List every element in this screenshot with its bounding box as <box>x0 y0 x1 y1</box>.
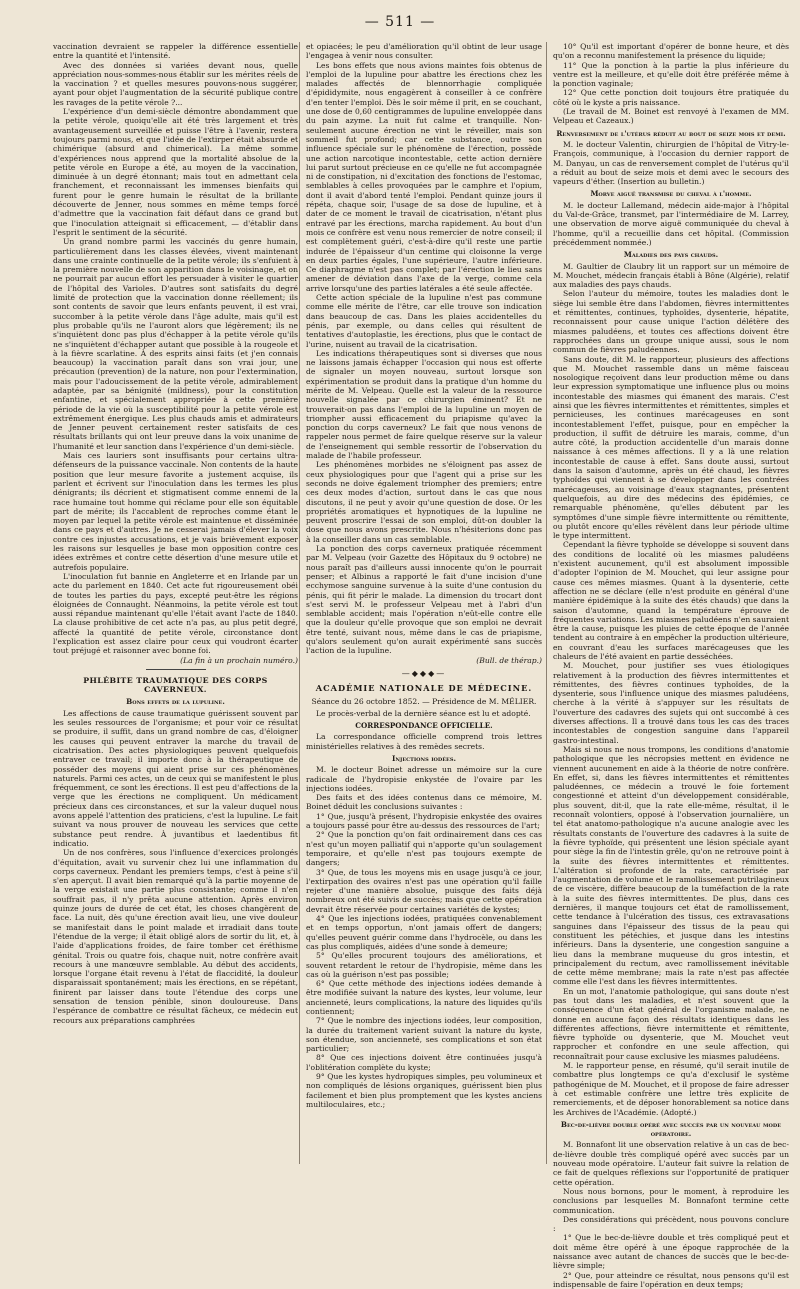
list-item: 4° Que les injections iodées, pratiquées convenablement et en temps opportun, n'ont jamais offert de dangers; qu'elles peuvent guérir comme dans l'hydrocèle, ou dans les cas plus compliqués, aidées d'une sonde à demeure; <box>306 914 542 951</box>
to-be-continued-note: (La fin à un prochain numéro.) <box>180 655 298 665</box>
paragraph: M. le docteur Boinet adresse un mémoire sur la cure radicale de l'hydropisie enkystée de l'ovaire par les injections iodées. <box>306 765 542 793</box>
paragraph: Les affections de cause traumatique guérissent souvent par les seules ressources de l'organisme; et pour voir ce résultat se produire, il suffit, dans un grand nombre de cas, d'éloigner les causes qui peuvent entraver la marche du travail de cicatrisation. Des actes physiologiques peuvent quelquefois entraver ce travail; il importe donc à la thérapeutique de posséder des moyens qui aient prise sur ces phénomènes naturels. Parmi ces actes, un de ceux qui se manifestent le plus fréquemment, ce sont les érections. Il est peu d'affections de la verge que les érections ne compliquent. Un médicament précieux dans ces circonstances, et sur la valeur duquel nous avons appelé l'attention des praticiens, c'est la lupuline. Le fait suivant va nous prouver de nouveau les services que cette substance peut rendre. À juvantibus et laedentibus fit indicatio. <box>53 708 298 848</box>
list-item: 2° Que la ponction qu'on fait ordinairement dans ces cas n'est qu'un moyen palliatif qui n'apporte qu'un soulagement temporaire, et qu'elle n'est pas toujours exempte de dangers; <box>306 830 542 868</box>
paragraph: M. le docteur Valentin, chirurgien de l'hôpital de Vitry-le-François, communique, à l'occasion du dernier rapport de M. Danyau, un cas de renversement complet de l'utérus qu'il a réduit au bout de seize mois et demi avec le secours des vapeurs d'éther. (Insertion au bulletin.) <box>553 139 789 187</box>
paragraph: M. le docteur Lallemand, médecin aide-major à l'hôpital du Val-de-Grâce, transmet, par l'intermédiaire de M. Larrey, une observation de morve aiguë communiquée du cheval à l'homme, qu'il a recueillie dans cet hôpital. (Commission précédemment nommée.) <box>553 200 789 247</box>
section-heading: Renversement de l'utérus réduit au bout de seize mois et demi. <box>556 128 786 138</box>
paragraph: M. Gaultier de Claubry lit un rapport sur un mémoire de M. Mouchet, médecin français établi à Bône (Algérie), relatif aux maladies des pays chauds. <box>553 261 789 290</box>
section-divider <box>146 669 206 670</box>
paragraph: Mais si nous ne nous trompons, les conditions d'anatomie pathologique que les nécropsies mettent en évidence ne viennent aucunement en aide à la théorie de notre confrère. En effet, si, dans les fièvres intermittentes et rémittentes paludéennes, ce médecin a trouvé le foie fortement congestionné et atteint d'un développement considérable, plus souvent, dit-il, que la rate elle-même, résultat, il le reconnaît volontiers, opposé à l'observation journalière, un tel état anatomo-pathologique n'a aucune analogie avec les résultats constants de l'ouverture des cadavres à la suite de la fièvre typhoïde, qui présentent une lésion spéciale ayant pour siège la fin de l'intestin grêle, qu'on ne retrouve point à la suite des fièvres intermittentes et rémittentes. L'altération si profonde de la rate, caractérisée par l'augmentation de volume et le ramollissement putrilagineux de ce viscère, diffère beaucoup de la tuméfaction de la rate à la suite des fièvres intermittentes. De plus, dans ces dernières, il manque toujours cet état de ramollissement, cette tendance à l'ulcération des tissus, ces extravasations sanguines dans l'épaisseur des tissus de la peau qui constituent les pétéchies, et jusque dans les intestins inférieurs. Dans la dysenterie, une congestion sanguine a lieu dans la membrane muqueuse du gros intestin, et principalement du rectum, avec ramollissement inévitable de cette même membrane; mais la rate n'est pas affectée comme elle l'est dans les fièvres intermittentes. <box>553 744 789 987</box>
list-item: 10° Qu'il est important d'opérer de bonne heure, et dès qu'on a reconnu manifestement la présence du liquide; <box>553 42 789 61</box>
paragraph: La ponction des corps caverneux pratiquée récemment par M. Velpeau (voir Gazette des Hôpitaux du 9 octobre) ne nous paraît pas d'ailleurs aussi innocente qu'on le pourrait penser; et Albinus a rapporté le fait d'une incision d'une ecchymose sanguine survenue à la suite d'une contusion du pénis, qui fit périr le malade. La dimension du trocart dont s'est servi M. le professeur Velpeau met à l'abri d'un semblable accident; mais l'opération n'eût-elle contre elle que la douleur qu'elle provoque que son emploi ne devrait être tenté, suivant nous, même dans le cas de priapisme, qu'alors seulement qu'on aurait expérimenté sans succès l'action de la lupuline. <box>306 544 542 656</box>
paragraph: Selon l'auteur du mémoire, toutes les maladies dont le siège lui semble être dans l'abdomen, fièvres intermittentes et rémittentes, continues, typhoïdes, dysenterie, hépatite, reconnaissent pour cause unique l'action délétère des miasmes paludéens, et toutes ces affections doivent être rapprochées dans un groupe unique aussi, sous le nom commun de fièvres paludéennes. <box>553 289 789 355</box>
list-item: 12° Que cette ponction doit toujours être pratiquée du côté où le kyste a pris naissance. <box>553 88 789 107</box>
paragraph: (Le travail de M. Boinet est renvoyé à l'examen de MM. Velpeau et Cazeaux.) <box>553 107 789 126</box>
paragraph: Les indications thérapeutiques sont si diverses que nous ne laissons jamais échapper l'occasion qui nous est offerte de signaler un moyen nouveau, surtout lorsque son expérimentation se produit dans la pratique d'un homme du mérite de M. Velpeau. Quelle est la valeur de la ressource nouvelle signalée par ce chirurgien éminent? Et ne trouverait-on pas dans l'emploi de la lupuline un moyen de triompher aussi efficacement du priapisme qu'avec la ponction du corps caverneux? Le fait que nous venons de rappeler nous permet de faire quelque réserve sur la valeur de l'enseignement qui semble ressortir de l'observation du malade de l'habile professeur. <box>306 348 542 461</box>
section-heading: Bec-de-lièvre double opéré avec succès par un nouveau mode opératoire. <box>560 1119 782 1139</box>
paragraph: vaccination devraient se rappeler la différence essentielle entre la quantité et l'intensité. <box>53 42 298 61</box>
list-item: 9° Que les kystes hydropiques simples, peu volumineux et non compliqués de lésions organiques, guérissent bien plus facilement et bien plus promptement que les kystes anciens multiloculaires, etc.; <box>306 1072 542 1109</box>
column-2 <box>299 42 542 1164</box>
paragraph: M. le rapporteur pense, en résumé, qu'il serait inutile de combattre plus longtemps ce qu'a d'exclusif le système pathogénique de M. Mouchet, et il propose de faire adresser à cet estimable confrère une lettre très explicite de remerciements, et de déposer honorablement sa notice dans les Archives de l'Académie. (Adopté.) <box>553 1061 789 1117</box>
article-subheading: Bons effets de la lupuline. <box>126 697 225 707</box>
sitting-line: Séance du 26 octobre 1852. — Présidence de M. MÉLIER. <box>311 697 537 707</box>
paragraph: La correspondance officielle comprend trois lettres ministérielles relatives à des remèdes secrets. <box>306 732 542 751</box>
paragraph: Cette action spéciale de la lupuline n'est pas commune comme elle mérite de l'être, car elle trouve son indication dans beaucoup de cas. Dans les plaies accidentelles du pénis, par exemple, ou dans celles qui résultent de tentatives d'autoplastie, les érections, plus que le contact de l'urine, nuisent au travail de la cicatrisation. <box>306 293 542 349</box>
injections-heading: Injections iodées. <box>392 753 456 763</box>
section-heading: Morve aiguë transmise du cheval à l'homme. <box>590 189 752 199</box>
paragraph: M. Mouchet, pour justifier ses vues étiologiques relativement à la production des fièvres intermittentes et rémittentes, des fièvres continues typhoïdes, de la dysenterie, sous l'influence unique des miasmes paludéens, cherche à la vérité à s'appuyer sur les résultats de l'ouverture des cadavres des sujets qui ont succombé à ces diverses affections. Il a trouvé dans tous les cas des traces incontestables de congestion sanguine dans l'appareil gastro-intestinal. <box>553 661 789 745</box>
paragraph: Les bons effets que nous avions maintes fois obtenus de l'emploi de la lupuline pour abattre les érections chez les malades affectés de blennorrhagie compliquée d'épididymite, nous engagèrent à conseiller à ce confrère d'en tenter l'emploi. Dès le soir même il prit, en se couchant, une dose de 0,60 centigrammes de lupuline enveloppée dans du pain azyme. La nuit fut calme et tranquille. Non-seulement aucune érection ne vint le réveiller, mais son sommeil fut profond; car cette substance, outre son influence spéciale sur le phénomène de l'érection, possède une action narcotique incontestable, cette action dernière lui parut surtout précieuse en ce qu'elle ne fut accompagnée ni de constipation, ni d'excitation des fonctions de l'estomac, semblables à celles provoquées par le camphre et l'opium, dont il avait d'abord tenté l'emploi. Pendant quinze jours il répéta, chaque soir, l'usage de sa dose de lupuline, et à dater de ce moment le travail de cicatrisation, n'étant plus entravé par les érections, marcha rapidement. Au bout d'un mois ce confrère est venu nous remercier de notre conseil; il est complètement guéri, c'est-à-dire qu'il reste une partie indurée de l'épaisseur d'un centime qui cloisonne la verge en deux parties égales, l'une supérieure, l'autre inférieure. Ce diaphragme n'est pas complet; par l'érection le lieu sans amener de déviation dans l'axe de la verge, comme cela arrive lorsqu'une des parties latérales a été seule affectée. <box>306 60 542 293</box>
column-3 <box>546 42 789 1289</box>
section-heading: Maladies des pays chauds. <box>623 250 719 260</box>
paragraph: L'inoculation fut bannie en Angleterre et en Irlande par un acte du parlement en 1840. Cet acte fut rigoureusement obéi de toutes les parties du pays, excepté peut-être les régions éloignées de Connaught. Néanmoins, la petite vérole est tout aussi répandue maintenant qu'elle l'était avant l'acte de 1840. La clause prohibitive de cet acte n'a pas, au plus petit degré, affecté la quantité de petite vérole, circonstance dont l'explication est assez claire pour ceux qui voudront écarter tout préjugé et raisonner avec bonne foi. <box>53 571 298 656</box>
paragraph: Nous nous bornons, pour le moment, à reproduire les conclusions par lesquelles M. Bonnafont termine cette communication. <box>553 1186 789 1215</box>
list-item: 2° Que, pour atteindre ce résultat, nous pensons qu'il est indispensable de faire l'opération en deux temps; <box>553 1270 789 1289</box>
list-item: 11° Que la ponction à la partie la plus inférieure du ventre est la meilleure, et qu'elle doit être préférée même à la ponction vaginale; <box>553 60 789 89</box>
list-item: 1° Que le bec-de-lièvre double et très compliqué peut et doit même être opéré à une époque rapprochée de la naissance avec autant de chances de succès que le bec-de-lièvre simple; <box>553 1233 789 1271</box>
source-citation: (Bull. de thérap.) <box>476 655 542 665</box>
paragraph: Le procès-verbal de la dernière séance est lu et adopté. <box>316 708 531 718</box>
list-item: 8° Que ces injections doivent être continuées jusqu'à l'oblitération complète du kyste; <box>306 1053 542 1072</box>
page-number: — 511 — <box>364 14 436 30</box>
article-heading: PHLÉBITE TRAUMATIQUE DES CORPS CAVERNEUX. <box>83 675 268 695</box>
ornament-divider: —◆◆◆— <box>401 668 447 678</box>
paragraph: Un de nos confrères, sous l'influence d'exercices prolongés d'équitation, avait vu survenir chez lui une inflammation du corps caverneux. Pendant les premiers temps, c'est à peine s'il s'en aperçut. Il avait bien remarqué qu'à la partie moyenne de la verge existait une partie plus consistante; comme il n'en souffrait pas, il n'y prêta aucune attention. Après environ quinze jours de durée de cet état, les choses changèrent de face. La nuit, dès qu'une érection avait lieu, une vive douleur se manifestait dans le point malade et irradiait dans toute l'étendue de la verge; il était obligé alors de sortir du lit, et, à l'aide d'applications froides, de faire tomber cet éréthisme génital. Trois ou quatre fois, chaque nuit, notre confrère avait recours à une manœuvre semblable. Au début des accidents, lorsque l'organe était revenu à l'état de flaccidité, la douleur disparaissait spontanément; mais les érections, en se répétant, finirent par laisser dans toute l'étendue des corps une sensation de tension pénible, sinon douloureuse. Dans l'espérance de combattre ce résultat fâcheux, ce médecin eut recours aux préparations camphrées <box>53 848 298 1025</box>
list-item: 6° Que cette méthode des injections iodées demande à être modifiée suivant la nature des kystes, leur volume, leur ancienneté, leurs complications, la nature des liquides qu'ils contiennent; <box>306 979 542 1016</box>
paragraph: Des considérations qui précèdent, nous pouvons conclure : <box>553 1214 789 1234</box>
paragraph: Mais ces lauriers sont insuffisants pour certains ultra-défenseurs de la puissance vaccinale. Non contents de la haute position que leur mesure favorite a justement acquise, ils parlent et écrivent sur l'inoculation dans les termes les plus dénigrants; ils décrient et stigmatisent comme ennemi de la race humaine tout homme qui réclame pour elle son équitable part de mérite; ils l'accablent de reproches comme étant le moyen par lequel la petite vérole est maintenue et disséminée dans ce pays et d'autres. Je ne cesserai jamais d'élever la voix contre ces injustes accusations, et je vais brièvement exposer les raisons sur lesquelles je base mon opposition contre ces idées extrêmes et contre cette désertion d'une mesure utile et autrefois populaire. <box>53 451 298 572</box>
list-item: 5° Qu'elles procurent toujours des améliorations, et souvent retardent le retour de l'hydropisie, même dans les cas où la guérison n'est pas possible; <box>306 951 542 979</box>
paragraph: Un grand nombre parmi les vaccinés du genre humain, particulièrement dans les classes élevées, vivent maintenant dans une crainte continuelle de la petite vérole; ils s'enfuient à la première nouvelle de son apparition dans le voisinage, et on ne pourrait par aucun effort les persuader à visiter le quartier de l'hôpital des Varioles. D'autres sont satisfaits du degré limité de protection que la vaccination donne réellement; ils sont contents de savoir que leurs enfants peuvent, il est vrai, succomber à la petite vérole dans l'âge adulte, mais qu'il est plus probable qu'ils ne l'auront alors que légèrement; ils ne s'inquiètent donc pas plus d'échapper à la petite vérole qu'ils ne s'inquiètent d'échapper autant que possible à la rougeole et à la fièvre scarlatine. À des esprits ainsi faits (et j'en connais beaucoup) la vaccination paraît dans son vrai jour, une précaution (prevention) de la nature, non pour l'extermination, mais pour l'adoucissement de la petite vérole, admirablement adaptée, par sa bénignité (mildness), pour la constitution enfantine, et spécialement appropriée à cette première période de la vie où la susceptibilité pour la petite vérole est extrêmement énergique. Les plus chauds amis et admirateurs de Jenner peuvent certainement rester satisfaits de ces résultats brillants qui ont leur preuve dans la voix unanime de l'humanité et leur sanction dans l'expérience d'un demi-siècle. <box>53 237 298 451</box>
paragraph: Des faits et des idées contenus dans ce mémoire, M. Boinet déduit les conclusions suivantes : <box>306 793 542 812</box>
paragraph: et opiacées; le peu d'amélioration qu'il obtint de leur usage l'engagea à venir nous consulter. <box>306 42 542 61</box>
list-item: 7° Que le nombre des injections iodées, leur composition, la durée du traitement varient suivant la nature du kyste, son étendue, son ancienneté, ses complications et son état particulier; <box>306 1016 542 1054</box>
paragraph: Les phénomènes morbides ne s'éloignent pas assez de ceux physiologiques pour que l'agent qui a prise sur les seconds ne doive également triompher des premiers; entre ces deux modes d'action, surtout dans le cas que nous discutons, il ne peut y avoir qu'une question de dose. Or les propriétés aromatiques et hypnotiques de la lupuline ne peuvent proscrire l'essai de son emploi, dût-on doubler la dose que nous avons prescrite. Nous n'hésiterions donc pas à la conseiller dans un cas semblable. <box>306 460 542 544</box>
paragraph: Sans doute, dit M. le rapporteur, plusieurs des affections que M. Mouchet rassemble dans un même faisceau nosologique reçoivent dans leur production même ou dans leur expression symptomatique une influence plus ou moins incontestable des miasmes qui émanent des marais. C'est ainsi que les fièvres intermittentes et rémittentes, simples et pernicieuses, les continues marécageuses en sont incontestablement l'effet, puisque, pour en empêcher la production, il suffit de détruire les marais, comme, d'un autre côté, la production accidentelle d'un marais donne naissance à ces mêmes affections. Il y a là une relation incontestable de cause à effet. Sans doute aussi, surtout dans la saison d'automne, après un été chaud, les fièvres typhoïdes qui viennent à se développer dans les contrées marécageuses, au voisinage d'eaux stagnantes, présentent quelquefois, au dire des médecins des épidémies, ce remarquable phénomène, qu'elles débutent par les symptômes d'une simple fièvre intermittente ou rémittente, ou plutôt encore qu'elles révèlent dans leur période ultime le type intermittent. <box>553 354 789 541</box>
paragraph: M. Bonnafont lit une observation relative à un cas de bec-de-lièvre double très compliqué opéré avec succès par un nouveau mode opératoire. L'auteur fait suivre la relation de ce fait de quelques réflexions sur l'opportunité de pratiquer cette opération. <box>553 1140 789 1187</box>
column-1 <box>53 42 298 1164</box>
list-item: 1° Que, jusqu'à présent, l'hydropisie enkystée des ovaires a toujours passé pour être au-dessus des ressources de l'art; <box>306 811 542 831</box>
list-item: 3° Que, de tous les moyens mis en usage jusqu'à ce jour, l'extirpation des ovaires n'est pas une opération qu'il faille rejeter d'une manière absolue, puisque des faits déjà nombreux ont été suivis de succès; mais que cette opération devrait être réservée pour certaines variétés de kystes; <box>306 867 542 914</box>
academy-heading: ACADÉMIE NATIONALE DE MÉDECINE. <box>315 683 533 694</box>
paragraph: L'expérience d'un demi-siècle démontre abondamment que la petite vérole, quoiqu'elle ait été très largement et très avantageusement surveillée et puisse l'être à l'avenir, restera toujours parmi nous, et que l'idée de l'extirper était absurde et chimérique (absurd and chimerical). La même somme d'expériences nous apprend que la mortalité absolue de la petite vérole en Europe a été, au moyen de la vaccination, diminuée à un degré étonnant; mais tout en admettant cela franchement, et reconnaissant les immenses bienfaits qui furent pour le genre humain le résultat de la brillante découverte de Jenner, nous sommes en même temps forcé d'admettre que la vaccination fait défaut dans ce grand but que l'inoculation atteignait si efficacement, — d'établir dans l'esprit le sentiment de la sécurité. <box>53 107 298 237</box>
paragraph: Avec des données si variées devant nous, quelle appréciation nous-sommes-nous établir sur les mérites réels de la vaccination ? et quelles mesures pouvons-nous suggérer, ayant pour objet l'augmentation de la sécurité publique contre les ravages de la petite vérole ?... <box>53 60 298 107</box>
paragraph: Cependant la fièvre typhoïde se développe si souvent dans des conditions de localité où les miasmes paludéens n'existent aucunement, qu'il est absolument impossible d'adopter l'opinion de M. Mouchet, qui leur assigne pour cause ces mêmes miasmes. Quant à la dysenterie, cette affection ne se déclare (elle n'est produite en général d'une manière épidémique à la suite des étés chauds) que dans la saison d'automne, quand la température éprouve de fréquentes variations. Les miasmes paludéens n'en sauraient être la cause, puisque les pluies de cette époque de l'année tendent au contraire à en empêcher la production ultérieure, en couvrant d'eau les surfaces marécageuses que les chaleurs de l'été avaient en partie desséchées. <box>553 540 789 661</box>
paragraph: En un mot, l'anatomie pathologique, qui sans doute n'est pas tout dans les maladies, et n'est souvent que la conséquence d'un état général de l'organisme malade, ne donne en aucune façon des résultats identiques dans les différentes affections, fièvre intermittente et rémittente, fièvre typhoïde ou dysenterie, que M. Mouchet veut rapprocher et confondre en une seule affection, qui reconnaîtrait pour cause exclusive les miasmes paludéens. <box>553 986 789 1061</box>
correspondence-heading: CORRESPONDANCE OFFICIELLE. <box>355 721 493 731</box>
